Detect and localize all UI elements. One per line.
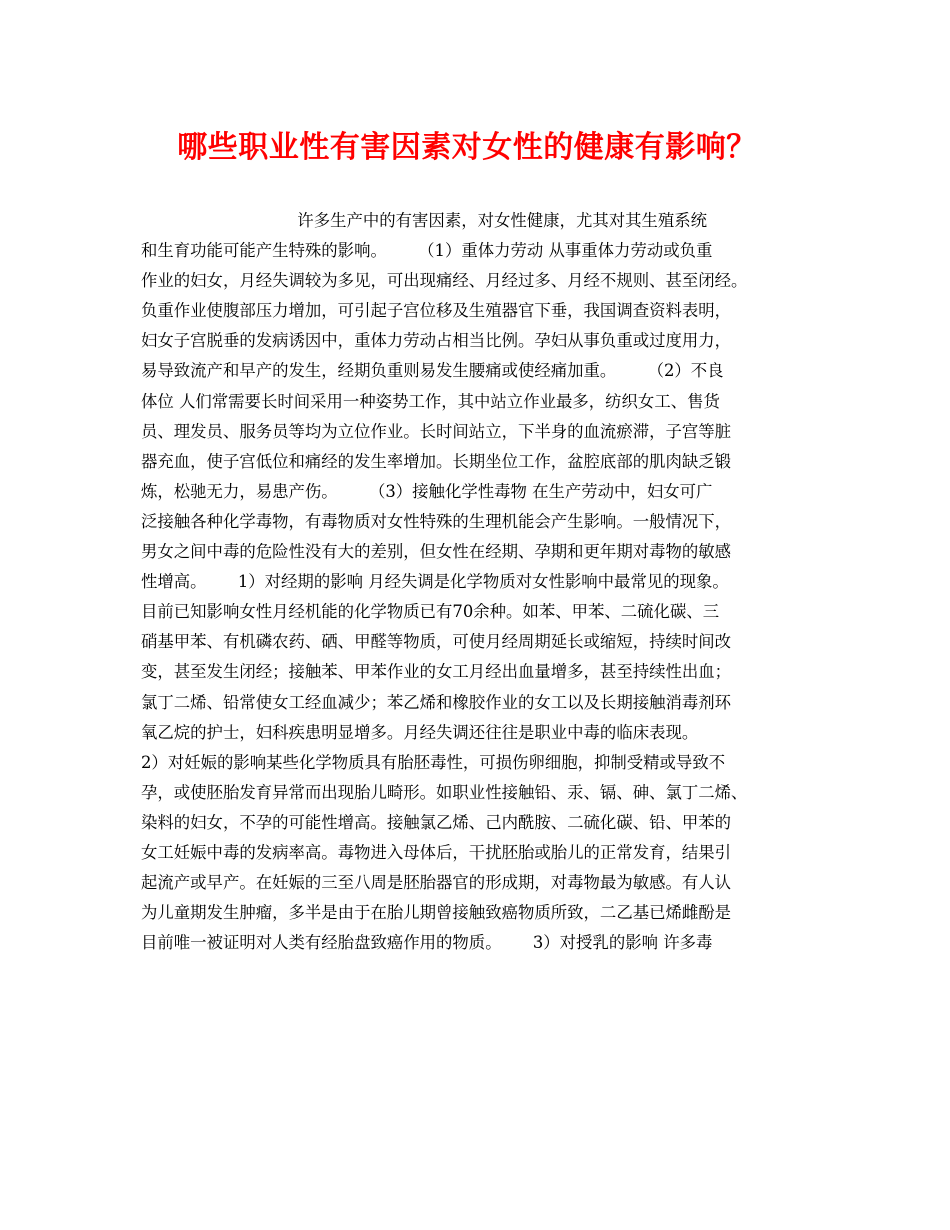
body-line: 许多生产中的有害因素，对女性健康，尤其对其生殖系统 — [141, 211, 708, 230]
body-line: 孕，或使胚胎发育异常而出现胎儿畸形。如职业性接触铅、汞、镉、砷、氯丁二烯、 — [141, 782, 748, 802]
body-line: 女工妊娠中毒的发病率高。毒物进入母体后，干扰胚胎或胎儿的正常发育，结果引 — [141, 842, 732, 862]
body-line: 和生育功能可能产生特殊的影响。 （1）重体力劳动 从事重体力劳动或负重 — [141, 241, 713, 261]
body-line: 变，甚至发生闭经；接触苯、甲苯作业的女工月经出血量增多，甚至持续性出血； — [141, 662, 732, 682]
body-line: 男女之间中毒的危险性没有大的差别，但女性在经期、孕期和更年期对毒物的敏感 — [141, 542, 732, 562]
body-line: 炼，松驰无力，易患产伤。 （3）接触化学性毒物 在生产劳动中，妇女可广 — [141, 481, 713, 501]
body-line: 性增高。 1）对经期的影响 月经失调是化学物质对女性影响中最常见的现象。 — [141, 572, 729, 592]
body-line: 易导致流产和早产的发生，经期负重则易发生腰痛或使经痛加重。 （2）不良 — [141, 361, 724, 381]
document-title: 哪些职业性有害因素对女性的健康有影响？ — [177, 130, 757, 165]
body-line: 硝基甲苯、有机磷农药、硒、甲醛等物质，可使月经周期延长或缩短，持续时间改 — [141, 632, 732, 652]
body-line: 为儿童期发生肿瘤，多半是由于在胎儿期曾接触致癌物质所致，二乙基已烯雌酚是 — [141, 903, 732, 923]
body-line: 氧乙烷的护士，妇科疾患明显增多。月经失调还往往是职业中毒的临床表现。 — [141, 722, 699, 742]
body-line: 器充血，使子宫低位和痛经的发生率增加。长期坐位工作，盆腔底部的肌肉缺乏锻 — [141, 451, 732, 471]
body-line: 氯丁二烯、铅常使女工经血减少；苯乙烯和橡胶作业的女工以及长期接触消毒剂环 — [141, 692, 732, 712]
body-line: 作业的妇女，月经失调较为多见，可出现痛经、月经过多、月经不规则、甚至闭经。 — [141, 271, 748, 291]
body-line: 起流产或早产。在妊娠的三至八周是胚胎器官的形成期，对毒物最为敏感。有人认 — [141, 873, 732, 893]
body-line: 目前唯一被证明对人类有经胎盘致癌作用的物质。 3）对授乳的影响 许多毒 — [141, 933, 713, 953]
body-line: 员、理发员、服务员等均为立位作业。长时间站立，下半身的血流瘀滞，子宫等脏 — [141, 421, 732, 441]
body-line: 2）对妊娠的影响某些化学物质具有胎胚毒性，可损伤卵细胞，抑制受精或导致不 — [141, 752, 726, 772]
document-body — [141, 206, 831, 958]
body-line: 体位 人们常需要长时间采用一种姿势工作，其中站立作业最多，纺织女工、售货 — [141, 391, 720, 411]
body-line: 负重作业使腹部压力增加，可引起子宫位移及生殖器官下垂，我国调查资料表明， — [141, 301, 732, 321]
body-line: 染料的妇女，不孕的可能性增高。接触氯乙烯、己内酰胺、二硫化碳、铅、甲苯的 — [141, 812, 732, 832]
body-line: 目前已知影响女性月经机能的化学物质已有70余种。如苯、甲苯、二硫化碳、三 — [141, 602, 720, 622]
body-line: 泛接触各种化学毒物，有毒物质对女性特殊的生理机能会产生影响。一般情况下， — [141, 511, 732, 531]
body-line: 妇女子宫脱垂的发病诱因中，重体力劳动占相当比例。孕妇从事负重或过度用力， — [141, 331, 732, 351]
